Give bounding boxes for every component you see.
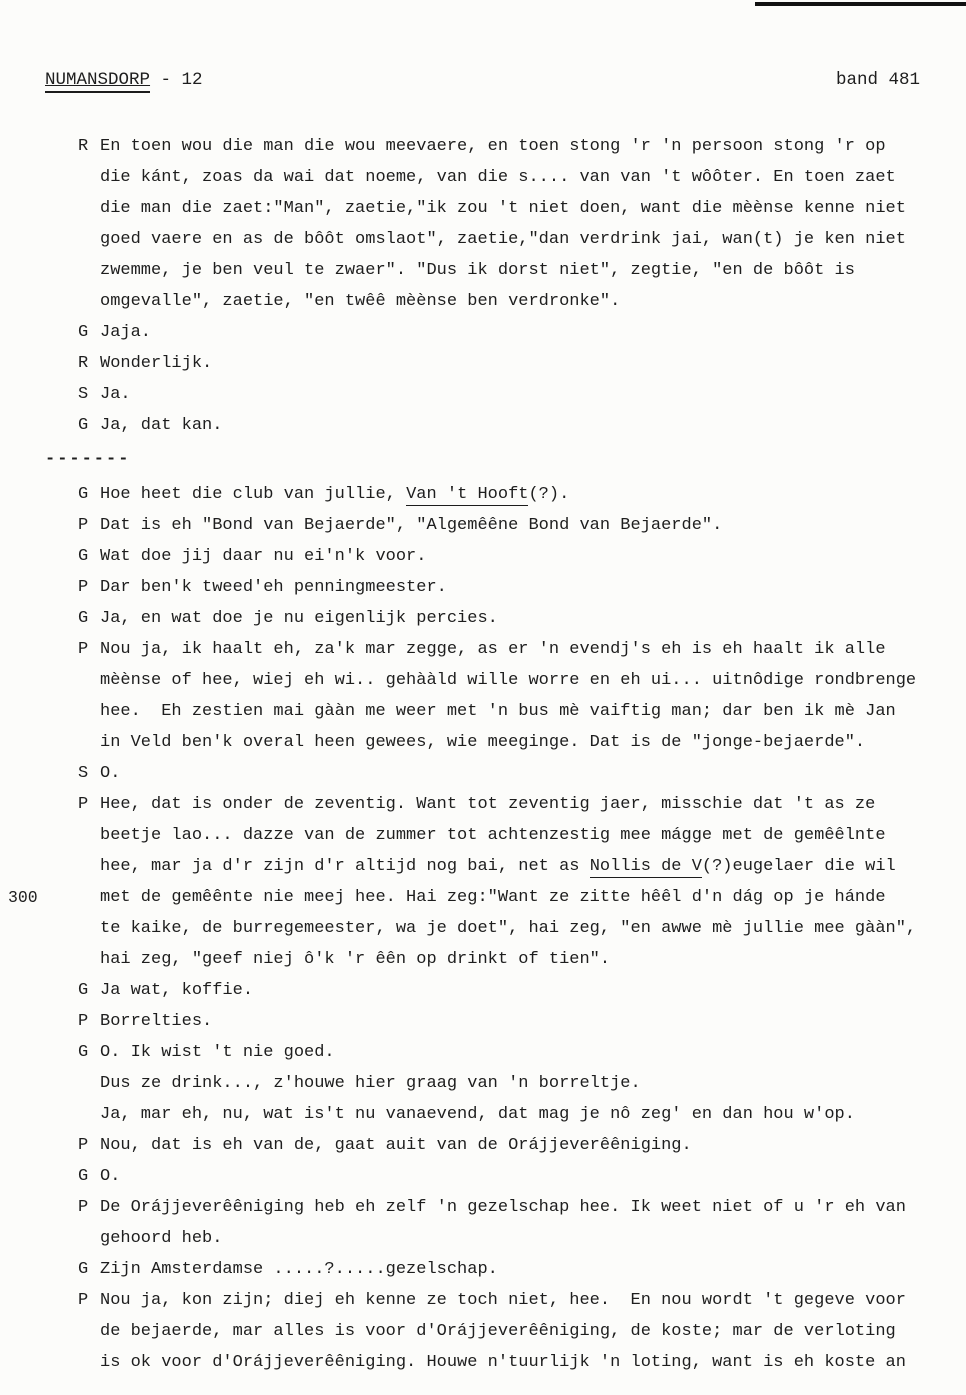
scan-edge-rule (755, 2, 966, 6)
text-segment: gehoord heb. (100, 1229, 223, 1248)
text-segment: hee. Eh zestien mai gààn me weer met 'n bus mè vaiftig man; dar ben ik mè Jan (100, 702, 896, 721)
speaker-code: G (78, 547, 89, 566)
text-segment: Jaja. (100, 323, 152, 342)
dialogue-line (78, 1037, 950, 1068)
dialogue-line (78, 944, 950, 975)
dialogue-text (100, 1254, 498, 1285)
text-segment: hai zeg, "geef niej ô'k 'r êên op drinkt of tien". (100, 950, 611, 969)
dialogue-text (100, 379, 131, 410)
speaker-code: G (78, 1260, 89, 1279)
dialogue-line (78, 913, 950, 944)
dialogue-text (100, 944, 610, 975)
text-segment: mèènse of hee, wiej eh wi.. gehààld wille worre en eh ui... uitnôdige rondbrenge (100, 671, 917, 690)
dialogue-line (78, 479, 950, 510)
dialogue-text (100, 510, 722, 541)
dialogue-text (100, 162, 896, 193)
dialogue-line (78, 634, 950, 665)
band-label: band 481 (835, 70, 920, 90)
dialogue-text (100, 255, 855, 286)
text-segment: te kaike, de burregemeester, wa je doet", hai zeg, "en awwe mè jullie mee gààn", (100, 919, 917, 938)
text-segment: (?). (528, 485, 570, 504)
dialogue-text (100, 572, 447, 603)
dialogue-text (100, 1285, 906, 1316)
dialogue-line (78, 286, 950, 317)
dialogue-text (100, 1099, 855, 1130)
page-title (45, 70, 203, 90)
dialogue-line (78, 410, 950, 441)
dialogue-line (78, 696, 950, 727)
text-segment: De Orájjeverêêniging heb eh zelf 'n gezelschap hee. Ik weet niet of u 'r eh van (100, 1198, 906, 1217)
text-segment: Ja, mar eh, nu, wat is't nu vanaevend, dat mag je nô zeg' en dan hou w'op. (100, 1105, 855, 1124)
speaker-code: P (78, 578, 89, 597)
speaker-code: P (78, 795, 89, 814)
text-segment: O. (100, 1167, 121, 1186)
speaker-code: R (78, 354, 89, 373)
dialogue-text (100, 286, 620, 317)
dialogue-text (100, 1068, 641, 1099)
dialogue-line (78, 1192, 950, 1223)
text-segment: Dar ben'k tweed'eh penningmeester. (100, 578, 447, 597)
dialogue-line (78, 193, 950, 224)
dialogue-text (100, 541, 426, 572)
text-segment: omgevalle", zaetie, "en twêê mèènse ben verdronke". (100, 292, 621, 311)
page-title-number: - 12 (150, 70, 203, 90)
text-segment: zwemme, je ben veul te zwaer". "Dus ik dorst niet", zegtie, "en de bôôt is (100, 261, 855, 280)
speaker-code: P (78, 1012, 89, 1031)
dialogue-line (78, 665, 950, 696)
speaker-code: P (78, 1291, 89, 1310)
text-segment: Hoe heet die club van jullie, (100, 485, 407, 504)
dialogue (8, 131, 950, 1378)
speaker-code: G (78, 981, 89, 1000)
text-segment: met de gemêênte nie meej hee. Hai zeg:"Want ze zitte hêêl d'n dág op je hánde (100, 888, 886, 907)
dialogue-line (78, 572, 950, 603)
dialogue-line (78, 1285, 950, 1316)
dialogue-line (78, 1099, 950, 1130)
dialogue-line (78, 255, 950, 286)
dialogue-text (100, 317, 151, 348)
dialogue-line (78, 162, 950, 193)
dialogue-line (78, 510, 950, 541)
dialogue-text (100, 479, 569, 510)
dialogue-line (78, 789, 950, 820)
text-segment: Dus ze drink..., z'houwe hier graag van 'n borreltje. (100, 1074, 641, 1093)
text-segment: de bejaerde, mar alles is voor d'Orájjeverêêniging, de koste; mar de verloting (100, 1322, 896, 1341)
text-segment: Ja, dat kan. (100, 416, 223, 435)
dialogue-line (78, 131, 950, 162)
dialogue-line (78, 1161, 950, 1192)
dialogue-line (78, 348, 950, 379)
speaker-code: P (78, 640, 89, 659)
dialogue-text (100, 1037, 335, 1068)
dialogue-line (78, 541, 950, 572)
speaker-code: R (78, 137, 89, 156)
speaker-code: G (78, 1043, 89, 1062)
dialogue-text (100, 758, 120, 789)
section-separator (45, 441, 950, 479)
page-header (45, 70, 920, 90)
speaker-code: P (78, 516, 89, 535)
margin-note: 300 (8, 888, 38, 907)
speaker-code: S (78, 764, 89, 783)
dialogue-text (100, 820, 886, 851)
dialogue-text (100, 410, 222, 441)
dialogue-line (78, 1316, 950, 1347)
dialogue-line (78, 224, 950, 255)
dialogue-text (100, 1192, 906, 1223)
speaker-code: G (78, 323, 89, 342)
dialogue-line (78, 758, 950, 789)
dialogue-line (78, 1223, 950, 1254)
text-segment: die man die zaet:"Man", zaetie,"ik zou 't niet doen, want die mèènse kenne niet (100, 199, 906, 218)
dialogue-text (100, 851, 896, 882)
speaker-code: G (78, 485, 89, 504)
text-segment: Nou ja, kon zijn; diej eh kenne ze toch niet, hee. En nou wordt 't gegeve voor (100, 1291, 906, 1310)
text-segment: Wonderlijk. (100, 354, 213, 373)
text-segment: Zijn Amsterdamse .....?.....gezelschap. (100, 1260, 498, 1279)
text-segment: Ja wat, koffie. (100, 981, 254, 1000)
dialogue-line (78, 1347, 950, 1378)
page-title-location: NUMANSDORP (45, 70, 150, 93)
dialogue-text (100, 1316, 896, 1347)
text-segment: Hee, dat is onder de zeventig. Want tot zeventig jaer, misschie dat 't as ze (100, 795, 876, 814)
text-segment: Ja, en wat doe je nu eigenlijk percies. (100, 609, 498, 628)
speaker-code: S (78, 385, 89, 404)
dialogue-text (100, 665, 916, 696)
dialogue-line (78, 1006, 950, 1037)
text-segment: O. (100, 764, 121, 783)
text-segment: beetje lao... dazze van de zummer tot achtenzestig mee mágge met de gemêêlnte (100, 826, 886, 845)
speaker-code: G (78, 609, 89, 628)
dialogue-line (78, 1068, 950, 1099)
dialogue-text (100, 193, 906, 224)
dialogue-text (100, 789, 875, 820)
text-segment: Ja. (100, 385, 131, 404)
dialogue-line (78, 851, 950, 882)
dialogue-line (78, 975, 950, 1006)
text-segment: die kánt, zoas da wai dat noeme, van die s.... van van 't wôôter. En toen zaet (100, 168, 896, 187)
text-segment: hee, mar ja d'r zijn d'r altijd nog bai, net as (100, 857, 590, 876)
text-segment: En toen wou die man die wou meevaere, en toen stong 'r 'n persoon stong 'r op (100, 137, 886, 156)
dialogue-line (78, 727, 950, 758)
dialogue-text (100, 634, 886, 665)
dialogue-line (8, 882, 950, 913)
dialogue-text (100, 224, 906, 255)
dialogue-line (78, 820, 950, 851)
text-segment: Dat is eh "Bond van Bejaerde", "Algemêêne Bond van Bejaerde". (100, 516, 723, 535)
text-segment: Nou ja, ik haalt eh, za'k mar zegge, as er 'n evendj's eh is eh haalt ik alle (100, 640, 886, 659)
dialogue-text (100, 727, 865, 758)
underlined-name: Van 't Hooft (406, 485, 529, 504)
dialogue-text (100, 1347, 906, 1378)
text-segment: goed vaere en as de bôôt omslaot", zaetie,"dan verdrink jai, wan(t) je ken niet (100, 230, 906, 249)
text-segment: Nou, dat is eh van de, gaat auit van de Orájjeverêêniging. (100, 1136, 692, 1155)
dialogue-text (100, 696, 896, 727)
dialogue-text (100, 882, 886, 913)
dialogue-text (100, 1006, 212, 1037)
dialogue-text (100, 348, 212, 379)
speaker-code: G (78, 1167, 89, 1186)
dialogue-text (100, 975, 253, 1006)
dialogue-text (100, 913, 916, 944)
dialogue-line (78, 1130, 950, 1161)
dialogue-text (100, 1223, 222, 1254)
dialogue-line (78, 379, 950, 410)
text-segment: Wat doe jij daar nu ei'n'k voor. (100, 547, 427, 566)
dialogue-text (100, 131, 886, 162)
separator-dashes: ------- (45, 450, 131, 469)
underlined-name: Nollis de V (589, 857, 702, 876)
text-segment: is ok voor d'Orájjeverêêniging. Houwe n'tuurlijk 'n loting, want is eh koste an (100, 1353, 906, 1372)
speaker-code: P (78, 1136, 89, 1155)
dialogue-text (100, 1161, 120, 1192)
speaker-code: G (78, 416, 89, 435)
dialogue-line (78, 603, 950, 634)
dialogue-line (78, 317, 950, 348)
text-segment: (?)eugelaer die wil (701, 857, 896, 876)
dialogue-text (100, 603, 498, 634)
dialogue-text (100, 1130, 692, 1161)
text-segment: Borrelties. (100, 1012, 213, 1031)
speaker-code: P (78, 1198, 89, 1217)
dialogue-line (78, 1254, 950, 1285)
text-segment: O. Ik wist 't nie goed. (100, 1043, 335, 1062)
text-segment: in Veld ben'k overal heen gewees, wie meeginge. Dat is de "jonge-bejaerde". (100, 733, 866, 752)
